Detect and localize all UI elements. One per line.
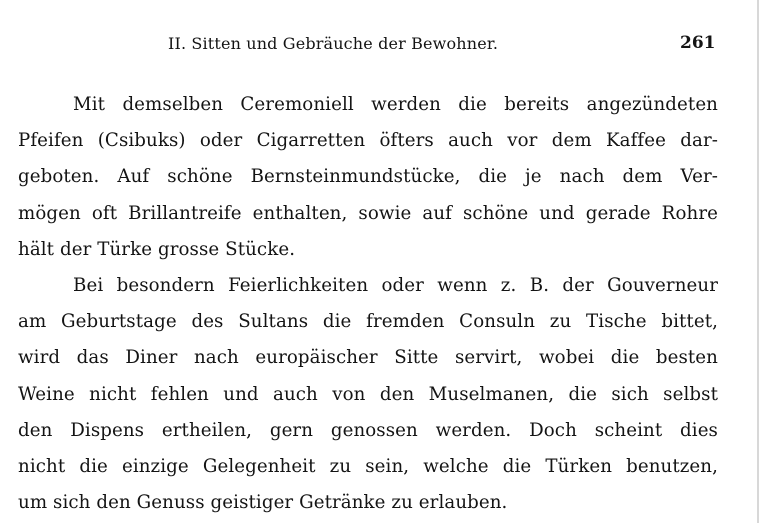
text-line: Weine nicht fehlen und auch von den Muselmanen, die sich selbst <box>18 383 718 405</box>
body-text <box>18 87 718 521</box>
text-line: Pfeifen (Csibuks) oder Cigarretten öfters auch vor dem Kaffee dar- <box>18 130 718 152</box>
text-line: wird das Diner nach europäischer Sitte servirt, wobei die besten <box>18 347 718 369</box>
text-line: Bei besondern Feierlichkeiten oder wenn z. B. der Gouverneur <box>73 274 718 296</box>
paragraph-1 <box>18 87 718 268</box>
paragraph-2 <box>18 268 718 521</box>
text-line: Mit demselben Ceremoniell werden die bereits angezündeten <box>73 94 718 115</box>
text-line: geboten. Auf schöne Bernsteinmundstücke, die je nach dem Ver- <box>18 166 718 188</box>
page-number: 261 <box>680 33 716 53</box>
text-line: um sich den Genuss geistiger Getränke zu erlauben. <box>18 492 508 514</box>
text-line: hält der Türke grosse Stücke. <box>18 238 296 260</box>
text-line: nicht die einzige Gelegenheit zu sein, welche die Türken benutzen, <box>18 455 718 477</box>
running-title: II. Sitten und Gebräuche der Bewohner. <box>168 34 499 53</box>
text-line: mögen oft Brillantreife enthalten, sowie auf schöne und gerade Rohre <box>18 202 718 224</box>
text-line: den Dispens ertheilen, gern genossen werden. Doch scheint dies <box>18 419 718 441</box>
text-line: am Geburtstage des Sultans die fremden Consuln zu Tische bittet, <box>18 311 718 333</box>
page-edge-rule <box>757 0 759 523</box>
